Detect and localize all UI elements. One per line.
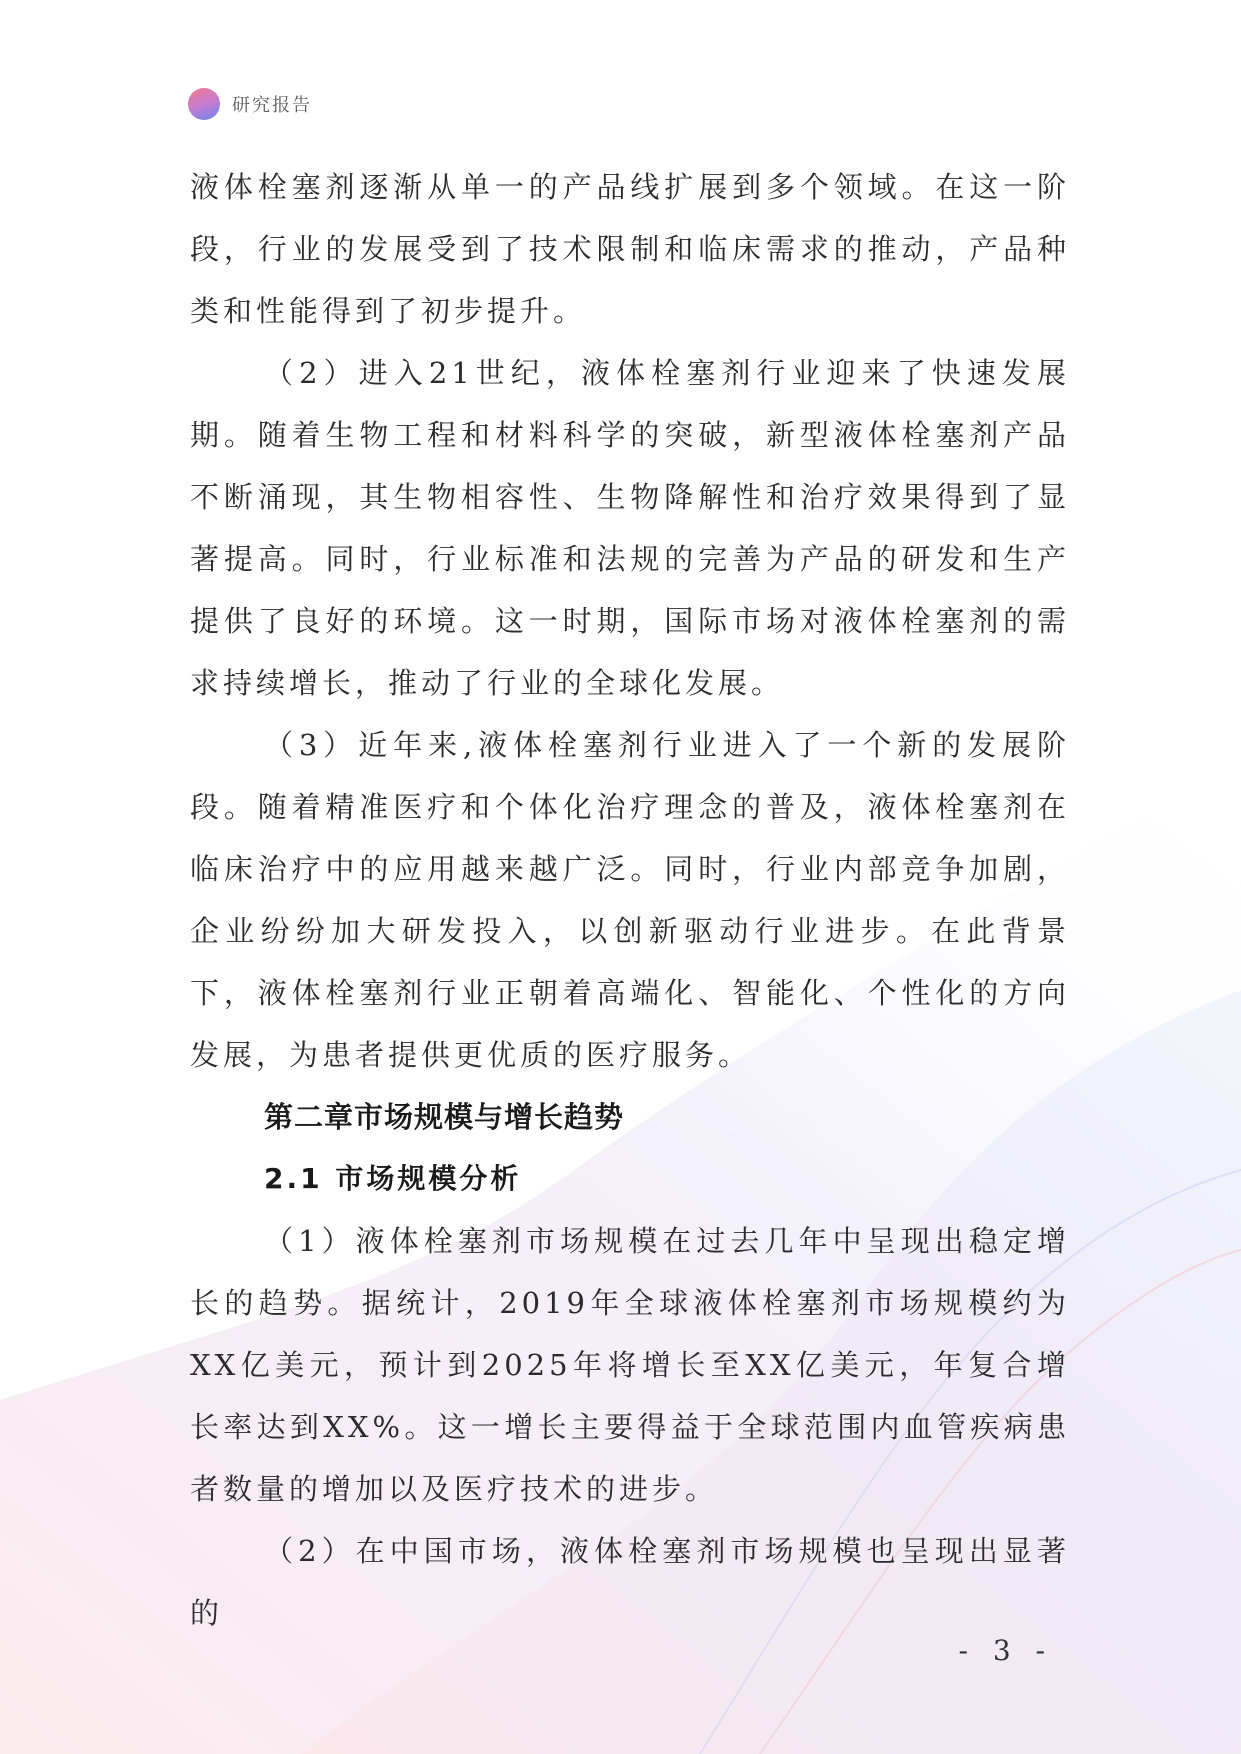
paragraph-section-item-2: （2）在中国市场，液体栓塞剂市场规模也呈现出显著的	[190, 1534, 1070, 1630]
report-header	[188, 88, 312, 120]
paragraph-item-2: （2）进入21世纪，液体栓塞剂行业迎来了快速发展期。随着生物工程和材料科学的突破，新型液体栓塞剂产品不断涌现，其生物相容性、生物降解性和治疗效果得到了显著提高。同时，行业标准和法规的完善为产品的研发和生产提供了良好的环境。这一时期，国际市场对液体栓塞剂的需求持续增长，推动了行业的全球化发展。	[190, 356, 1070, 700]
report-logo-icon	[188, 88, 220, 120]
paragraph-continuation: 液体栓塞剂逐渐从单一的产品线扩展到多个领域。在这一阶段，行业的发展受到了技术限制和临床需求的推动，产品种类和性能得到了初步提升。	[190, 170, 1070, 328]
chapter-heading: 第二章市场规模与增长趋势	[264, 1100, 625, 1134]
document-body	[190, 156, 1070, 1644]
paragraph-section-item-1: （1）液体栓塞剂市场规模在过去几年中呈现出稳定增长的趋势。据统计，2019年全球液体栓塞剂市场规模约为XX亿美元，预计到2025年将增长至XX亿美元，年复合增长率达到XX%。这一增长主要得益于全球范围内血管疾病患者数量的增加以及医疗技术的进步。	[190, 1224, 1070, 1506]
section-heading: 2.1 市场规模分析	[264, 1162, 522, 1195]
paragraph-item-3: （3）近年来,液体栓塞剂行业进入了一个新的发展阶段。随着精准医疗和个体化治疗理念的普及，液体栓塞剂在临床治疗中的应用越来越广泛。同时，行业内部竞争加剧，企业纷纷加大研发投入，以创新驱动行业进步。在此背景下，液体栓塞剂行业正朝着高端化、智能化、个性化的方向发展，为患者提供更优质的医疗服务。	[190, 728, 1070, 1072]
header-label: 研究报告	[232, 95, 312, 116]
page-number: - 3 -	[958, 1634, 1053, 1667]
